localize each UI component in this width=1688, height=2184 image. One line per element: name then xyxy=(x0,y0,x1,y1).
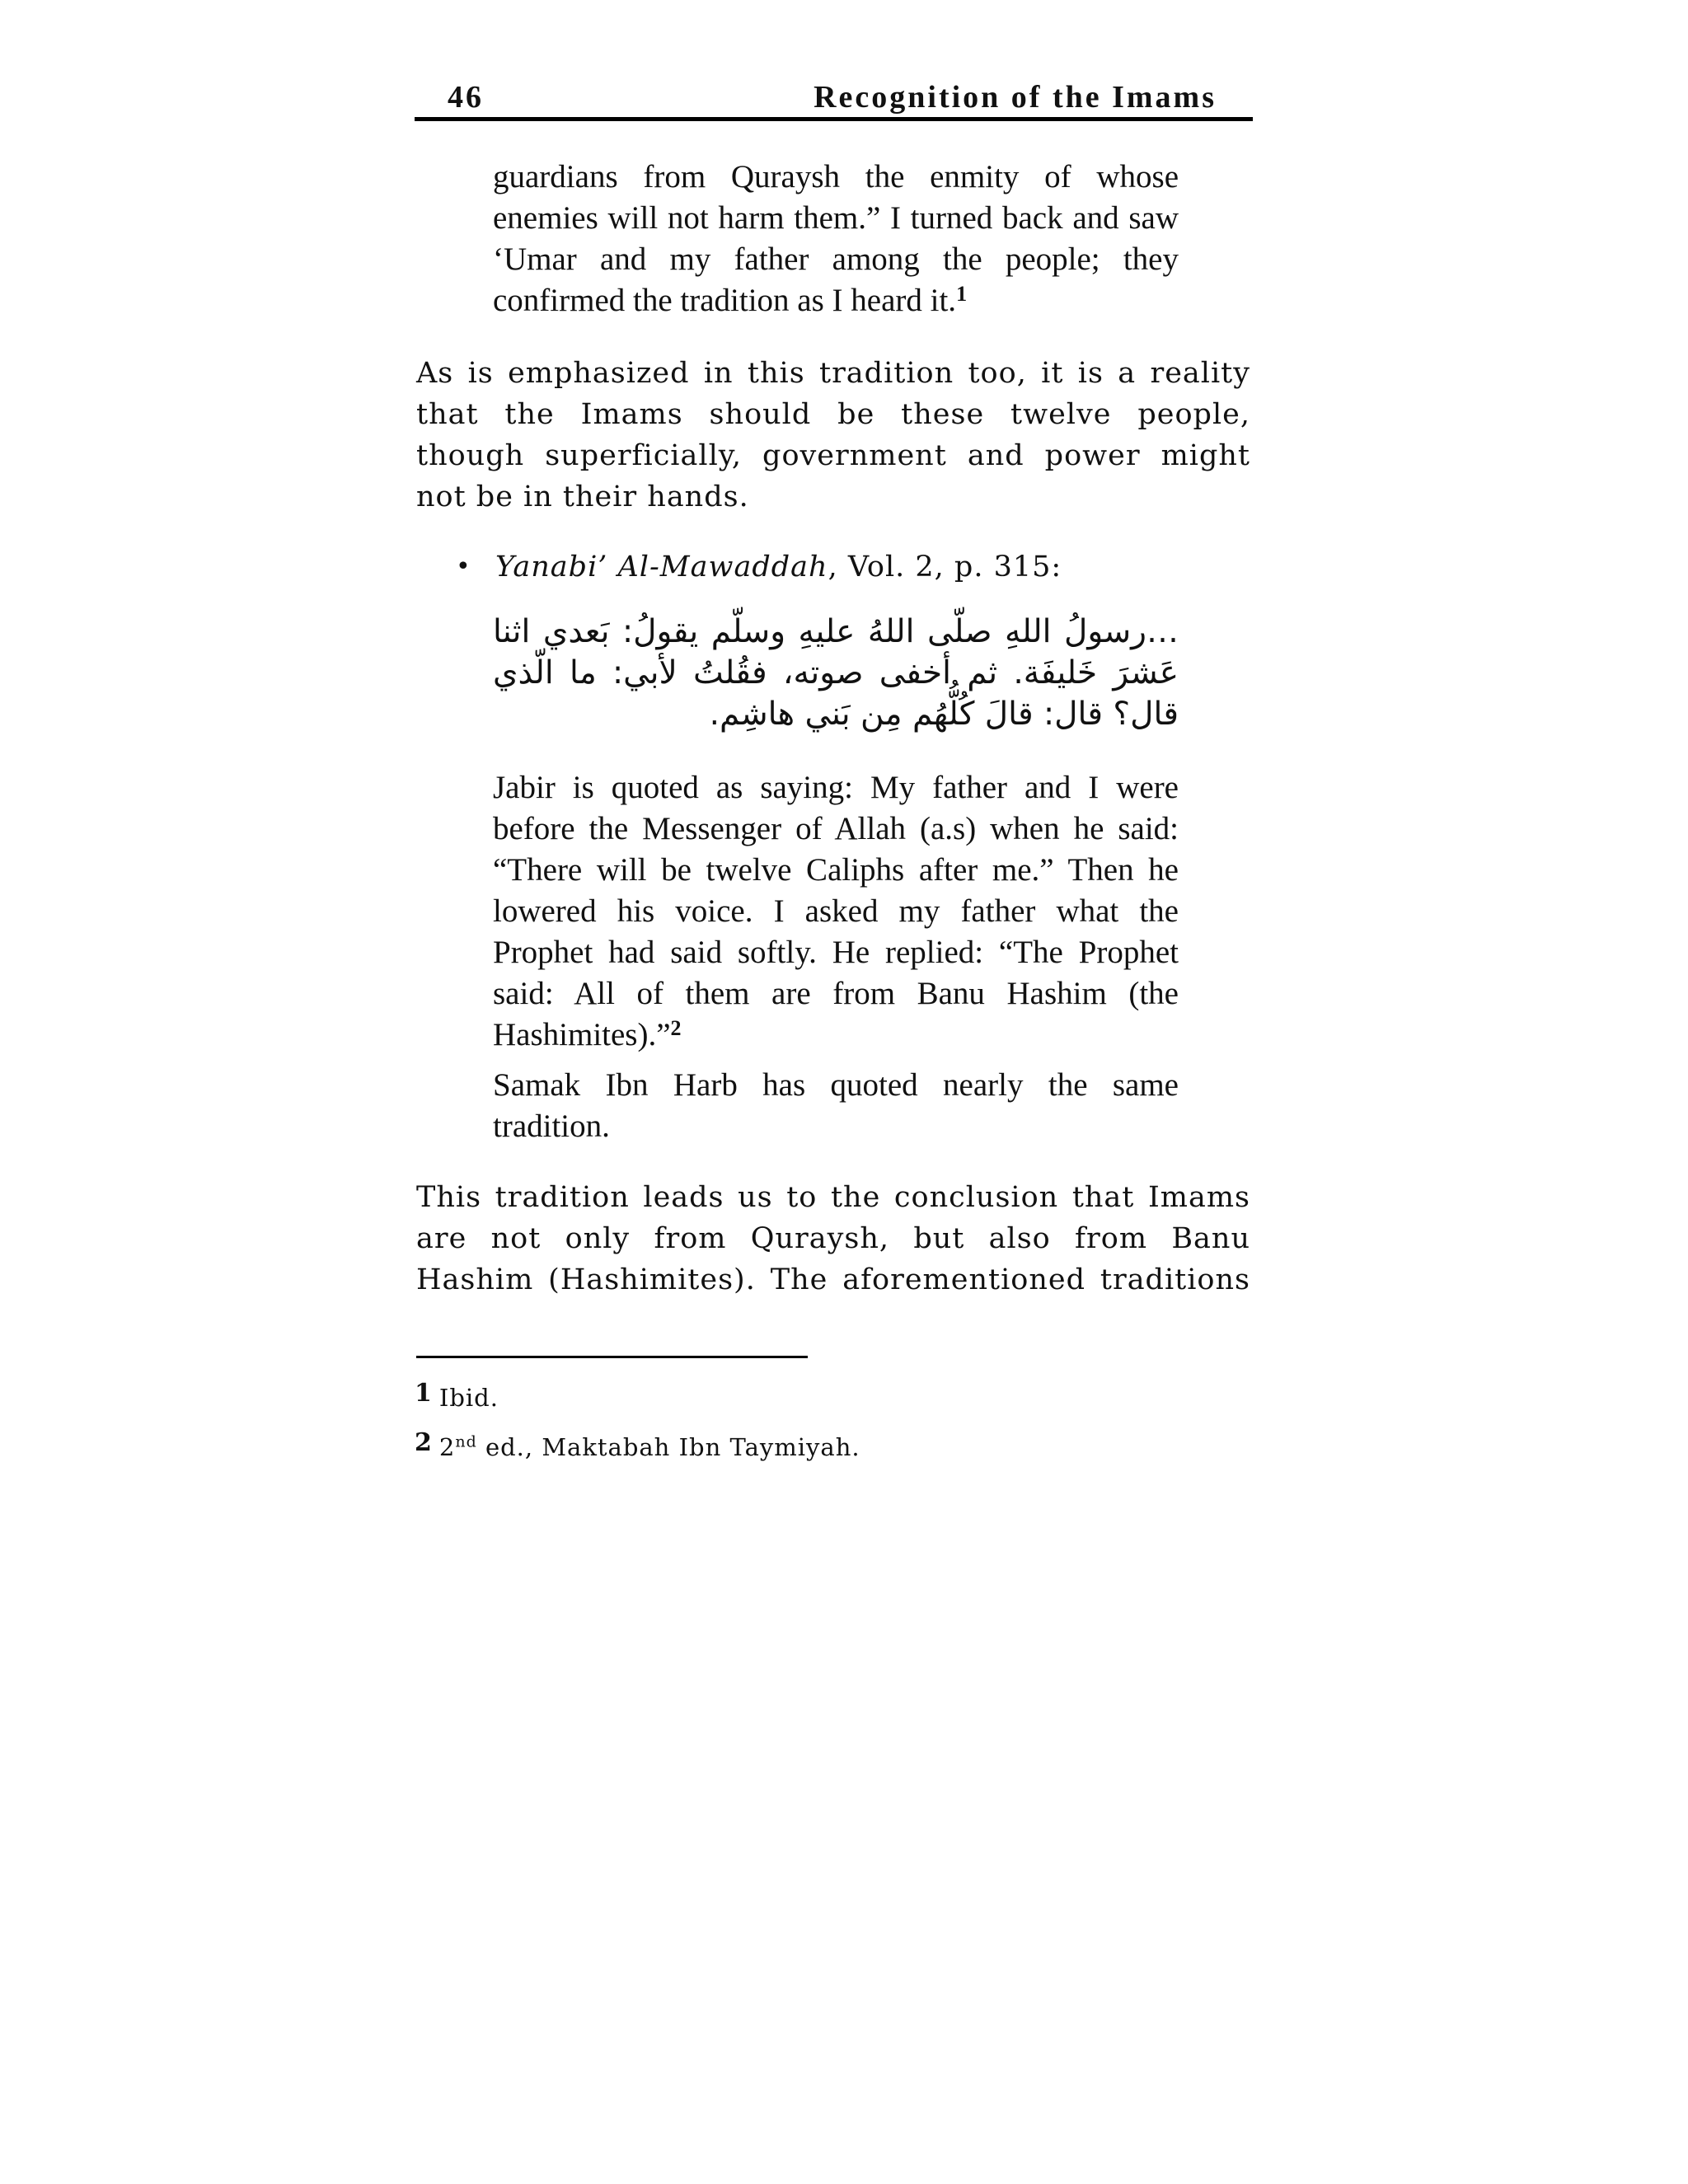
running-header xyxy=(415,76,1253,119)
body-paragraph-2: This tradition leads us to the conclusion that Imams are not only from Quraysh, but also from Banu Hashim (Hashimites). The aforementioned traditions xyxy=(416,1181,1250,1296)
source-details: , Vol. 2, p. 315: xyxy=(828,551,1062,583)
footnote-rule xyxy=(416,1356,808,1358)
footnote-1-number: 1 xyxy=(415,1379,433,1408)
footnote-ref-1: 1 xyxy=(956,282,968,306)
footnote-ref-2: 2 xyxy=(670,1016,682,1040)
source-bullet xyxy=(456,546,1198,588)
quote-paragraph-2 xyxy=(493,767,1179,1056)
source-citation xyxy=(495,546,1062,588)
source-title: Yanabi’ Al-Mawaddah xyxy=(495,551,828,583)
body-paragraph-1: As is emphasized in this tradition too, it is a reality that the Imams should be these twelve people, though superficially, government and power might not be in their hands. xyxy=(416,357,1250,513)
footnote-2 xyxy=(415,1428,1239,1465)
footnote-1 xyxy=(415,1381,1239,1415)
header-rule xyxy=(415,117,1253,121)
quote-paragraph-3: Samak Ibn Harb has quoted nearly the same tradition. xyxy=(493,1067,1179,1144)
footnote-1-text: Ibid. xyxy=(438,1384,499,1412)
bullet-icon: • xyxy=(456,552,471,581)
footnote-2-text: ed., Maktabah Ibn Taymiyah. xyxy=(476,1433,860,1461)
footnote-2-edition-suffix: nd xyxy=(455,1432,477,1451)
footnote-2-number: 2 xyxy=(415,1428,433,1457)
quote-2-text: Jabir is quoted as saying: My father and I were before the Messenger of Allah (a.s) when he said: “There will be twelve Caliphs after me.” Then he lowered his voice. I asked my father what the Prophet had said softly. He replied: “The Prophet said: All of them are from Banu Hashim (the Hashimites).” xyxy=(493,770,1179,1052)
running-title: Recognition of the Imams xyxy=(814,80,1217,115)
footnote-2-edition-number: 2 xyxy=(438,1433,456,1461)
quote-1-text: guardians from Quraysh the enmity of whose enemies will not harm them.” I turned back and saw ‘Umar and my father among the people; they confirmed the tradition as I heard it. xyxy=(493,159,1179,318)
quote-paragraph-1 xyxy=(493,157,1179,321)
arabic-quote: …رسولُ اللهِ صلّى اللهُ عليهِ وسلّم يقولُ: بَعدي اثنا عَشرَ خَليفَة. ثم أخفى صوته، فقُلتُ لأبي: ما الّذي قال؟ قال: قالَ كُلُّهُم مِن بَني هاشِم. xyxy=(493,613,1179,733)
page-number: 46 xyxy=(448,80,484,115)
